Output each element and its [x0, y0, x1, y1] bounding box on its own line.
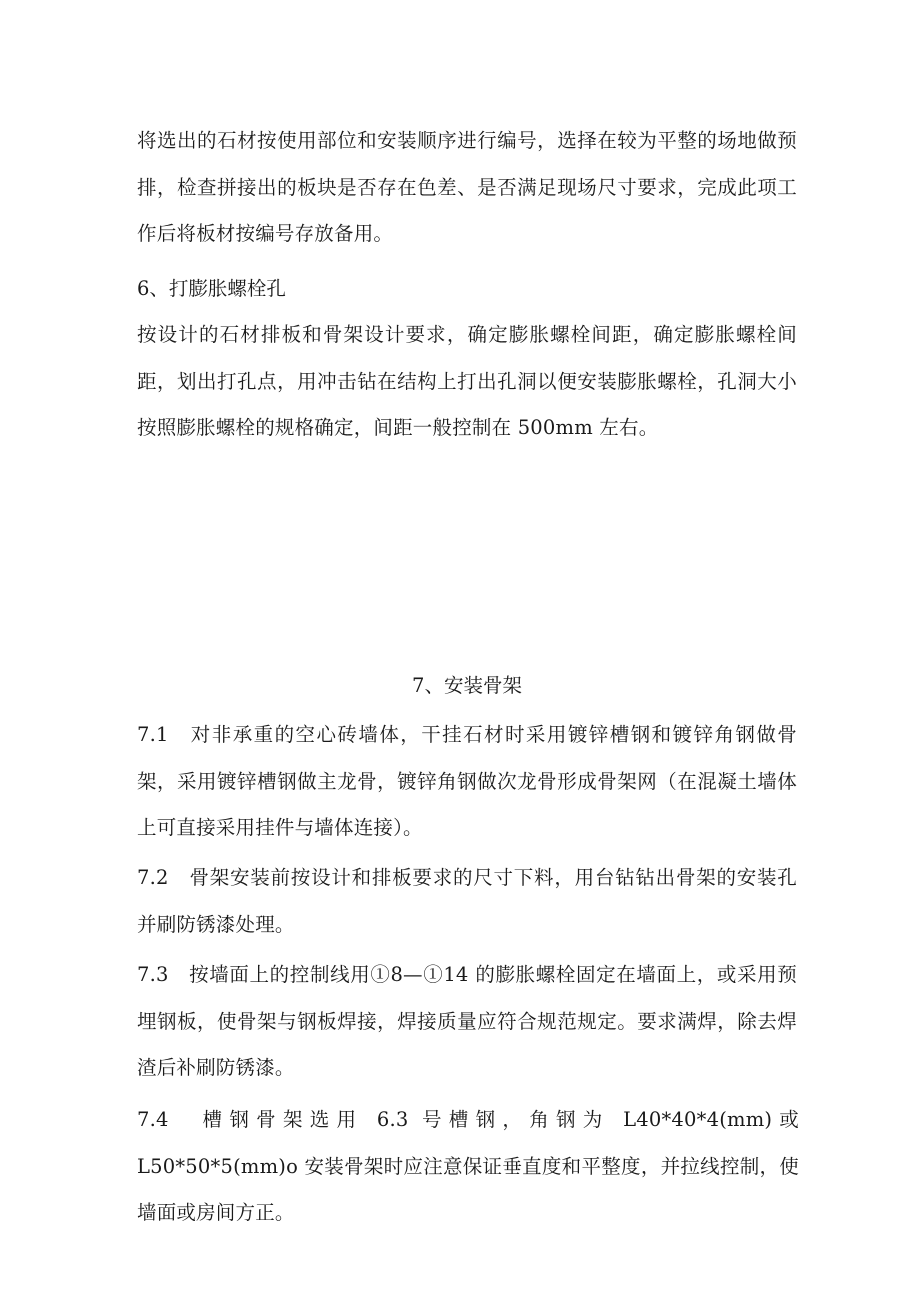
section-6-body: 按设计的石材排板和骨架设计要求，确定膨胀螺栓间距，确定膨胀螺栓间距，划出打孔点，用冲击钻在结构上打出孔洞以便安装膨胀螺栓，孔洞大小按照膨胀螺栓的规格确定，间距一般控制在 500mm 左右。: [137, 323, 797, 439]
numbering-paragraph: 将选出的石材按使用部位和安装顺序进行编号，选择在较为平整的场地做预排，检查拼接出的板块是否存在色差、是否满足现场尺寸要求，完成此项工作后将板材按编号存放备用。: [137, 129, 797, 245]
section-6-heading: 6、打膨胀螺栓孔: [137, 277, 286, 300]
item-7-1: 7.1 对非承重的空心砖墙体，干挂石材时采用镀锌槽钢和镀锌角钢做骨架，采用镀锌槽钢做主龙骨，镀锌角钢做次龙骨形成骨架网（在混凝土墙体上可直接采用挂件与墙体连接）。: [137, 723, 797, 839]
item-7-4: 7.4 槽钢骨架选用 6.3 号槽钢，角钢为 L40*40*4(mm)或 L50*50*5(mm)o 安装骨架时应注意保证垂直度和平整度，并拉线控制，使墙面或房间方正。: [137, 1108, 799, 1224]
item-7-3: 7.3 按墙面上的控制线用①8—①14 的膨胀螺栓固定在墙面上，或采用预埋钢板，使骨架与钢板焊接，焊接质量应符合规范规定。要求满焊，除去焊渣后补刷防锈漆。: [137, 963, 797, 1079]
item-7-2: 7.2 骨架安装前按设计和排板要求的尺寸下料，用台钻钻出骨架的安装孔并刷防锈漆处理。: [137, 866, 797, 936]
section-7-heading: 7、安装骨架: [412, 674, 522, 697]
